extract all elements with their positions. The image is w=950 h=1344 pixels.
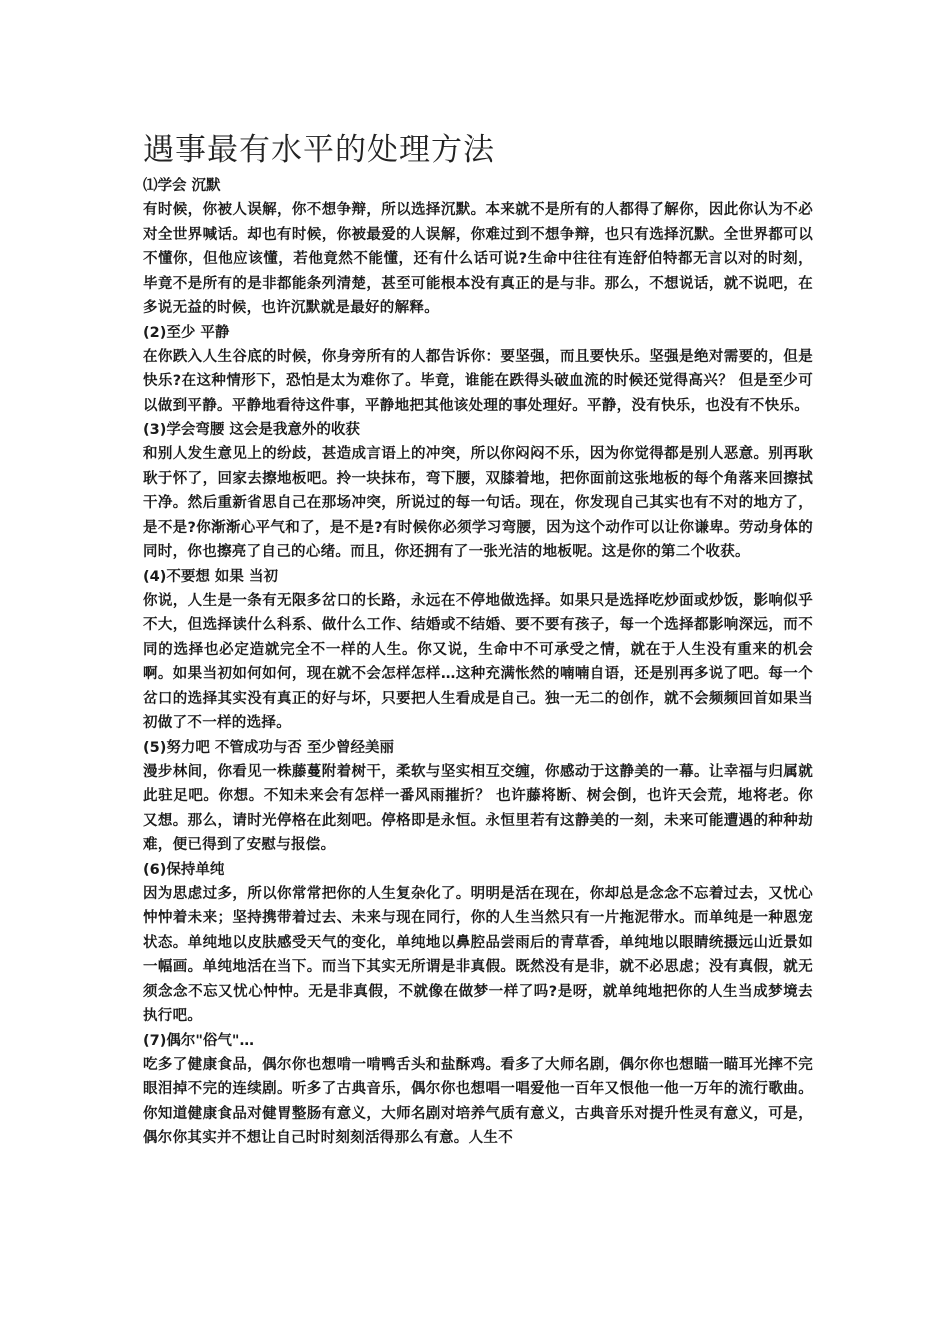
section-heading: (4)不要想 如果 当初 [143,568,278,585]
section-heading: (5)努力吧 不管成功与否 至少曾经美丽 [143,739,394,756]
section-paragraph: 漫步林间，你看见一株藤蔓附着树干，柔软与坚实相互交缠，你感动于这静美的一幕。让幸福与归属就此驻足吧。你想。不知未来会有怎样一番风雨摧折？ 也许藤将断、树会倒，也许天会荒，地将老。你又想。那么，请时光停格在此刻吧。停格即是永恒。永恒里若有这静美的一刻，未来可能遭遇的种种劫难，便已得到了安慰与报偿。 [143,763,813,853]
section-paragraph: 在你跌入人生谷底的时候，你身旁所有的人都告诉你：要坚强，而且要快乐。坚强是绝对需要的，但是快乐?在这种情形下，恐怕是太为难你了。毕竟，谁能在跌得头破血流的时候还觉得高兴？ 但是至少可以做到平静。平静地看待这件事，平静地把其他该处理的事处理好。平静，没有快乐，也没有不快乐。 [143,348,813,414]
section-heading: (6)保持单纯 [143,861,225,878]
section-paragraph: 因为思虑过多，所以你常常把你的人生复杂化了。明明是活在现在，你却总是念念不忘着过去，又忧心忡忡着未来；坚持携带着过去、未来与现在同行，你的人生当然只有一片拖泥带水。而单纯是一种恩宠状态。单纯地以皮肤感受天气的变化，单纯地以鼻腔品尝雨后的青草香，单纯地以眼睛统摄远山近景如一幅画。单纯地活在当下。而当下其实无所谓是非真假。既然没有是非，就不必思虑；没有真假，就无须念念不忘又忧心忡忡。无是非真假，不就像在做梦一样了吗?是呀，就单纯地把你的人生当成梦境去执行吧。 [143,885,813,1024]
document-title: 遇事最有水平的处理方法 [143,132,495,168]
document-page [143,128,813,1151]
section-heading: ⑴学会 沉默 [143,178,221,194]
section-paragraph: 你说，人生是一条有无限多岔口的长路，永远在不停地做选择。如果只是选择吃炒面或炒饭，影响似乎不大，但选择读什么科系、做什么工作、结婚或不结婚、要不要有孩子，每一个选择都影响深远，而不同的选择也必定造就完全不一样的人生。你又说，生命中不可承受之情，就在于人生没有重来的机会啊。如果当初如何如何，现在就不会怎样怎样…这种充满怅然的喃喃自语，还是别再多说了吧。每一个岔口的选择其实没有真正的好与坏，只要把人生看成是自己。独一无二的创作，就不会频频回首如果当初做了不一样的选择。 [143,592,813,731]
section-4 [143,565,813,736]
section-paragraph: 和别人发生意见上的纷歧，甚造成言语上的冲突，所以你闷闷不乐，因为你觉得都是别人恶意。别再耿耿于怀了，回家去擦地板吧。拎一块抹布，弯下腰，双膝着地，把你面前这张地板的每个角落来回擦拭干净。然后重新省思自己在那场冲突，所说过的每一句话。现在，你发现自己其实也有不对的地方了，是不是?你渐渐心平气和了，是不是?有时候你必须学习弯腰，因为这个动作可以让你谦卑。劳动身体的同时，你也擦亮了自己的心绪。而且，你还拥有了一张光洁的地板呢。这是你的第二个收获。 [143,446,813,560]
section-3 [143,418,813,565]
section-heading: (2)至少 平静 [143,324,230,341]
section-5 [143,736,813,858]
section-paragraph: 有时候，你被人误解，你不想争辩，所以选择沉默。本来就不是所有的人都得了解你，因此你认为不必对全世界喊话。却也有时候，你被最爱的人误解，你难过到不想争辩，也只有选择沉默。全世界都可以不懂你，但他应该懂，若他竟然不能懂，还有什么话可说?生命中往往有连舒伯特都无言以对的时刻，毕竟不是所有的是非都能条列清楚，甚至可能根本没有真正的是与非。那么，不想说话，就不说吧，在多说无益的时候，也许沉默就是最好的解释。 [143,202,813,316]
section-heading: (3)学会弯腰 这会是我意外的收获 [143,422,360,438]
section-6 [143,858,813,1029]
section-2 [143,321,813,419]
section-1 [143,174,813,321]
section-7 [143,1029,813,1151]
section-heading: (7)偶尔"俗气"… [143,1032,254,1049]
section-paragraph: 吃多了健康食品，偶尔你也想啃一啃鸭舌头和盐酥鸡。看多了大师名剧，偶尔你也想瞄一瞄耳光摔不完眼泪掉不完的连续剧。听多了古典音乐，偶尔你也想唱一唱爱他一百年又恨他一他一万年的流行歌曲。你知道健康食品对健胃整肠有意义，大师名剧对培养气质有意义，古典音乐对提升性灵有意义，可是，偶尔你其实并不想让自己时时刻刻活得那么有意。人生不 [143,1056,813,1146]
